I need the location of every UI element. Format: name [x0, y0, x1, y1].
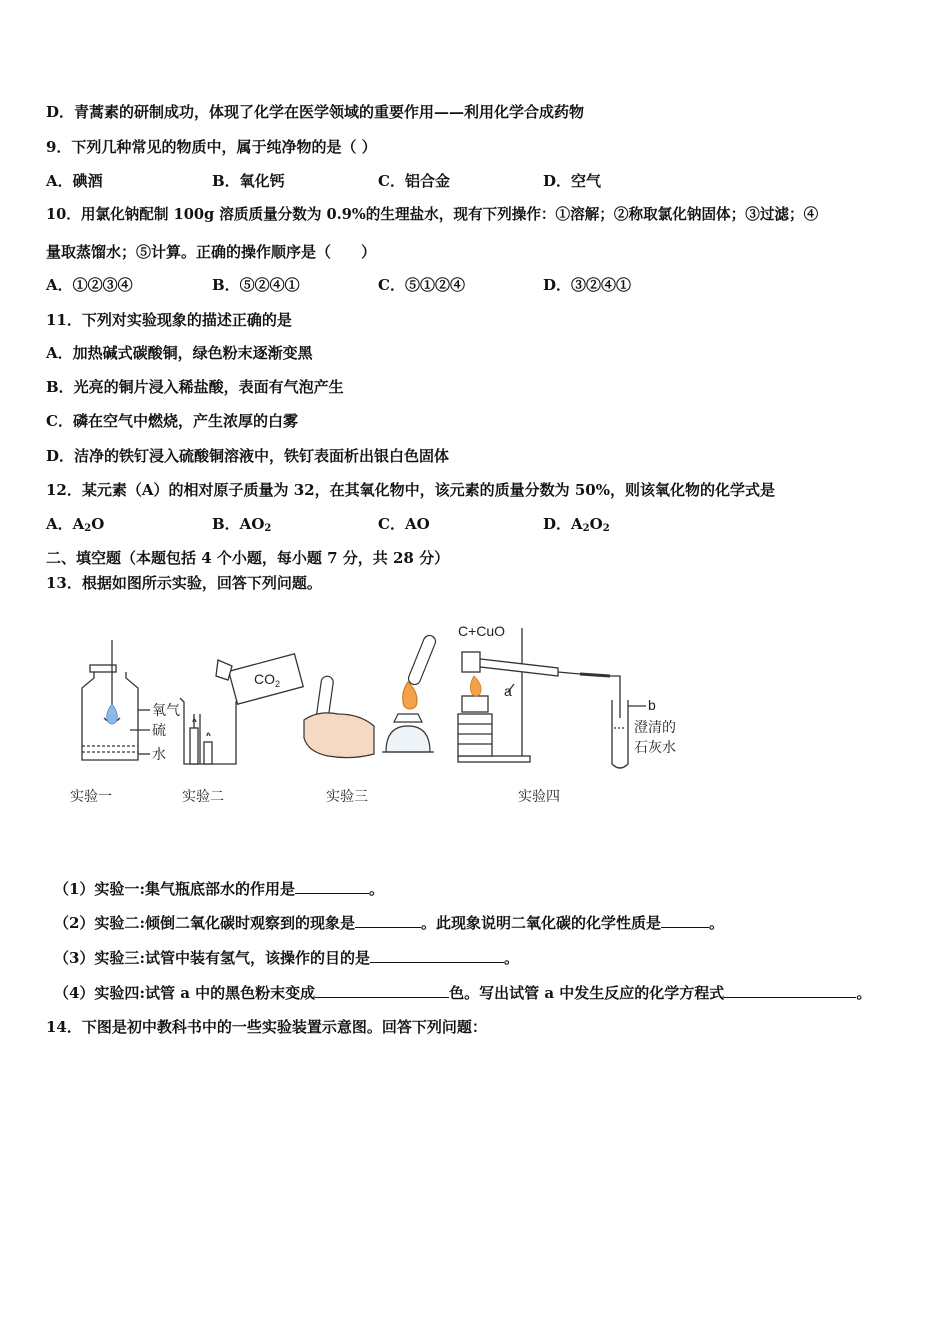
q10-option-a: A．①②③④	[46, 276, 133, 294]
label-oxygen: 氧气	[152, 702, 180, 718]
q10-option-d: D．③②④①	[543, 276, 632, 294]
q9-option-a: A．碘酒	[46, 172, 103, 190]
q11-option-a: A．加热碱式碳酸铜，绿色粉末逐渐变黑	[46, 344, 313, 362]
exp3-hand-tube	[304, 675, 374, 757]
label-c-cuo: C+CuO	[458, 623, 506, 639]
q11-option-d: D．洁净的铁钉浸入硫酸铜溶液中，铁钉表面析出银白色固体	[46, 447, 450, 465]
exp4-lamp-flame	[470, 676, 481, 696]
exp4-caption: 实验四	[518, 788, 560, 804]
alcohol-lamp	[382, 634, 437, 752]
q10-option-b: B．⑤②④①	[212, 276, 300, 294]
q10-option-c: C．⑤①②④	[378, 276, 465, 294]
label-limewater-line2: 石灰水	[634, 739, 676, 755]
exp2-caption: 实验二	[182, 788, 224, 804]
exp3-caption: 实验三	[326, 788, 368, 804]
q11-stem: 11．下列对实验现象的描述正确的是	[46, 311, 292, 329]
q9-stem: 9．下列几种常见的物质中，属于纯净物的是（ ）	[46, 138, 377, 156]
exp1-blue-flame	[107, 704, 118, 724]
label-limewater-line1: 澄清的	[634, 719, 676, 735]
q9-option-b: B．氧化钙	[212, 172, 285, 190]
q12-option-a: A．$A_2O$	[46, 515, 105, 534]
q10-stem-line1: 10．用氯化钠配制 100g 溶质质量分数为 0.9%的生理盐水，现有下列操作：①溶解；②称取氯化钠固体；③过滤；④	[46, 206, 819, 223]
q13-sub4: （4）实验四:试管 a 中的黑色粉末变成 色。写出试管 a 中发生反应的化学方程式 。	[54, 984, 872, 1002]
q9-option-c: C．铝合金	[378, 172, 450, 190]
answer-blank-1[interactable]	[295, 879, 369, 894]
q10-stem-line2: 量取蒸馏水；⑤计算。正确的操作顺序是（ ）	[46, 243, 377, 261]
q13-sub2: （2）实验二:倾倒二氧化碳时观察到的现象是 。此现象说明二氧化碳的化学性质是 。	[54, 914, 725, 932]
q9-option-d: D．空气	[543, 172, 602, 190]
q8-option-d: D．青蒿素的研制成功，体现了化学在医学领域的重要作用——利用化学合成药物	[46, 103, 585, 121]
exp2-beaker	[180, 698, 240, 764]
label-water: 水	[152, 746, 166, 762]
answer-blank-2[interactable]	[355, 913, 421, 928]
answer-blank-6[interactable]	[724, 983, 856, 998]
q12-stem: 12．某元素（A）的相对原子质量为 32，在其氧化物中，该元素的质量分数为 50%，则该氧化物的化学式是	[46, 481, 775, 499]
q13-experiment-figure	[60, 618, 700, 818]
q11-option-b: B．光亮的铜片浸入稀盐酸，表面有气泡产生	[46, 378, 344, 396]
exp1-caption: 实验一	[70, 788, 112, 804]
label-sulfur: 硫	[152, 722, 166, 738]
q14-stem: 14．下图是初中教科书中的一些实验装置示意图。回答下列问题：	[46, 1018, 487, 1036]
label-tube-a: a	[504, 683, 512, 699]
q13-sub1: （1）实验一:集气瓶底部水的作用是 。	[54, 880, 384, 898]
exp4-setup	[458, 628, 646, 768]
q13-sub3: （3）实验三:试管中装有氢气，该操作的目的是 。	[54, 949, 519, 967]
q12-option-d: D．$A_2O_2$	[543, 515, 610, 534]
q12-option-b: B．$AO_2$	[212, 515, 272, 534]
section-2-heading: 二、填空题（本题包括 4 个小题，每小题 7 分，共 28 分）	[46, 549, 450, 567]
exp1-gas-jar	[82, 640, 150, 760]
answer-blank-4[interactable]	[370, 948, 504, 963]
answer-blank-3[interactable]	[661, 913, 709, 928]
label-co2: $CO_2$	[254, 671, 281, 689]
q11-option-c: C．磷在空气中燃烧，产生浓厚的白雾	[46, 412, 298, 430]
label-tube-b: b	[648, 697, 656, 713]
q12-option-c: C．AO	[378, 515, 430, 533]
answer-blank-5[interactable]	[315, 983, 449, 998]
q13-stem: 13．根据如图所示实验，回答下列问题。	[46, 574, 322, 592]
